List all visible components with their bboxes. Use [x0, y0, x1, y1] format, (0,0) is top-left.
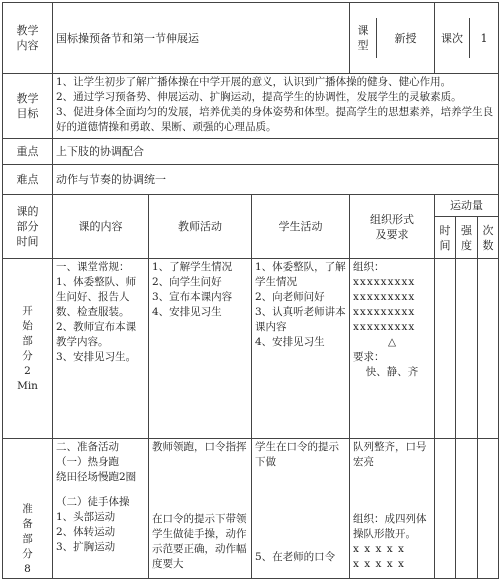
formation-row: xxxxxxxxx [353, 276, 416, 288]
teacher-triangle-icon: △ [387, 336, 397, 348]
requirement-label: 要求： [353, 351, 385, 363]
key-point-label: 重点 [3, 139, 53, 165]
part2-content-a: 二、准备活动 （一）热身跑 绕田径场慢跑2圈 [56, 441, 137, 483]
teaching-content-value: 国标操预备节和第一节伸展运 [53, 3, 350, 74]
requirement-value: 快、静、齐 [365, 366, 419, 378]
part2-student-a: 学生在口令的提示下做 [255, 441, 339, 468]
part1-student: 1、体委整队，了解学生情况 2、向老师问好 3、认真听老师讲本课内容 4、安排见习生 [252, 259, 350, 439]
part2-section: 准 备 部 分 8 [3, 439, 53, 579]
col-intensity: 强 度 [456, 217, 478, 259]
difficulty-row [3, 165, 499, 195]
part1-org [350, 259, 435, 439]
class-type-label: 课 型 [350, 18, 377, 58]
part1-section: 开 始 部 分 2 Min [3, 259, 53, 439]
col-org: 组织形式 及要求 [350, 195, 435, 259]
formation-row: xxxxxxxxx [353, 291, 416, 303]
part2-teacher-b: 在口令的提示下带领学生做徒手操，动作示范要正确，动作幅度要大 [152, 513, 247, 570]
col-load: 运动量 [435, 195, 499, 217]
lesson-plan-table [2, 2, 499, 579]
goal-line: 3、促进身体全面均匀的发展，培养优美的身体姿势和体型。提高学生的思想素养，培养学生良好的道德情操和勇敢、果断、顽强的心理品质。 [56, 106, 494, 133]
part2-content-b: （二）徒手体操 1、头部运动 2、体转运动 3、扩胸运动 [56, 496, 130, 553]
formation-row: x x x x x [353, 543, 405, 555]
col-teacher: 教师活动 [149, 195, 252, 259]
col-content: 课的内容 [53, 195, 149, 259]
goal-line: 2、通过学习预备势、伸展运动、扩胸运动，提高学生的协调性，发展学生的灵敏素质。 [56, 91, 462, 103]
formation-row: x x x x x [353, 558, 405, 570]
col-count: 次 数 [478, 217, 499, 259]
column-header-row [3, 195, 499, 217]
key-point-value: 上下肢的协调配合 [53, 139, 499, 165]
org-label: 组织： [353, 261, 385, 273]
goals-row [3, 74, 499, 139]
class-type-value: 新授 [394, 31, 417, 45]
part2-teacher-a: 教师领跑，口令指挥 [152, 441, 247, 453]
goals-text [53, 74, 499, 139]
col-section: 课的 部分 时间 [3, 195, 53, 259]
part2-org-a: 队列整齐，口号宏亮 [353, 441, 427, 468]
formation-row: xxxxxxxxx [353, 306, 416, 318]
header-row [3, 3, 499, 74]
part1-teacher: 1、了解学生情况 2、向学生问好 3、宣布本课内容 4、安排见习生 [149, 259, 252, 439]
difficulty-label: 难点 [3, 165, 53, 195]
formation-row: xxxxxxxxx [353, 321, 416, 333]
part2-row [3, 439, 499, 579]
difficulty-value: 动作与节奏的协调统一 [53, 165, 499, 195]
part2-student-b: 5、在老师的口令 [255, 551, 336, 563]
col-time: 时 间 [435, 217, 456, 259]
col-student: 学生活动 [252, 195, 350, 259]
part2-org-b: 组织：成四列体操队形散开。 [353, 513, 427, 540]
part1-content: 一、课堂常规： 1、体委整队、师生问好、报告人数、检查服装。 2、教师宣布本课教学内容。 3、安排见习生。 [53, 259, 149, 439]
teaching-content-label: 教学 内容 [3, 3, 53, 74]
lesson-no-value: 1 [480, 31, 488, 45]
lesson-no-label: 课次 [435, 18, 470, 58]
key-point-row [3, 139, 499, 165]
goal-line: 1、让学生初步了解广播体操在中学开展的意义，认识到广播体操的健身、健心作用。 [56, 76, 452, 88]
part1-row [3, 259, 499, 439]
goals-label: 教学 目标 [3, 74, 53, 139]
